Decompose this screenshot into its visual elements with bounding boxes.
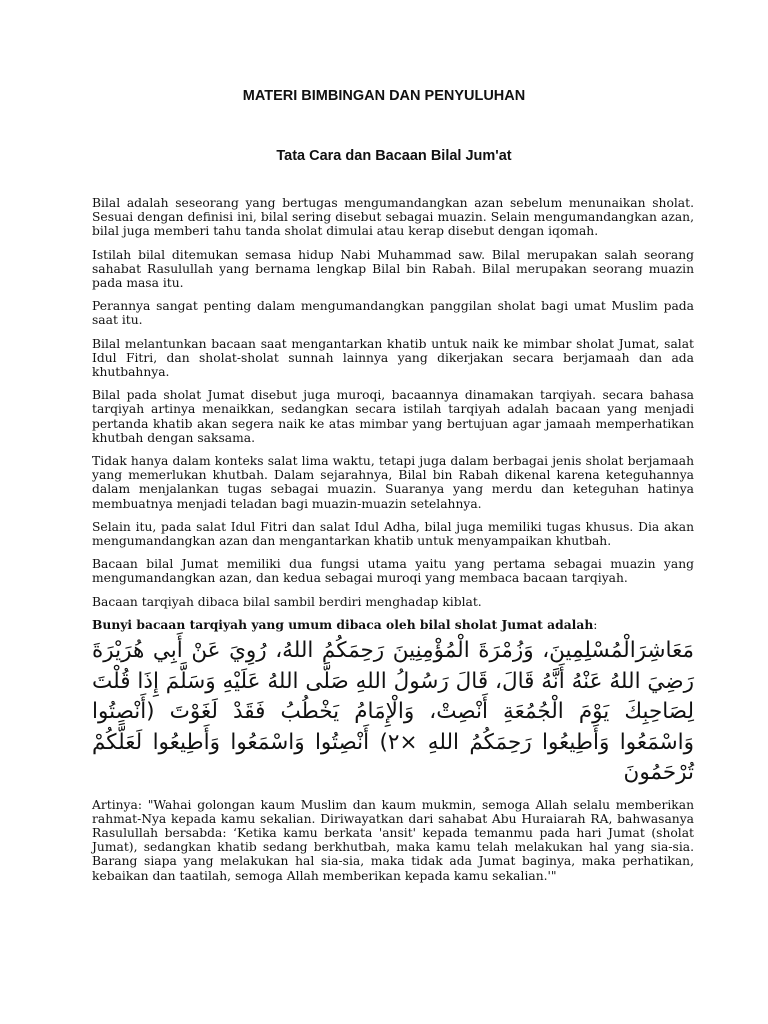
paragraph: Bilal pada sholat Jumat disebut juga muroqi, bacaannya dinamakan tarqiyah. secara bahasa tarqiyah artinya menaikkan, sedangkan secara istilah tarqiyah adalah bacaan yang menjadi pertanda khatib akan segera naik ke atas mimbar yang bertujuan agar jamaah memperhatikan khutbah dengan saksama. (92, 388, 694, 445)
document-title: MATERI BIMBINGAN DAN PENYULUHAN (242, 88, 526, 104)
paragraph: Bacaan tarqiyah dibaca bilal sambil berdiri menghadap kiblat. (92, 594, 482, 609)
arabic-tarqiyah-text: مَعَاشِرَالْمُسْلِمِينَ، وَزُمْرَةَ الْمُؤْمِنِينَ رَحِمَكُمُ اللهُ، رُوِيَ عَنْ أَبِي هُرَيْرَةَ رَضِيَ اللهُ عَنْهُ أَنَّهُ قَالَ، قَالَ رَسُولُ اللهِ صَلَّى اللهُ عَلَيْهِ وَسَلَّمَ إِذَا قُلْتَ لِصَاحِبِكَ يَوْمَ الْجُمُعَةِ أَنْصِتْ، وَالْإِمَامُ يَخْطُبُ فَقَدْ لَغَوْتَ (أَنْصِتُوا وَاسْمَعُوا وَأَطِيعُوا رَحِمَكُمُ اللهِ ×٢) أَنْصِتُوا وَاسْمَعُوا وَأَطِيعُوا لَعَلَّكُمْ تُرْحَمُونَ (92, 638, 694, 786)
paragraph: Bilal melantunkan bacaan saat mengantarkan khatib untuk naik ke mimbar sholat Jumat, salat Idul Fitri, dan sholat-sholat sunnah lainnya yang dikerjakan secara berjamaah dan ada khutbahnya. (92, 336, 694, 380)
paragraph: Tidak hanya dalam konteks salat lima waktu, tetapi juga dalam berbagai jenis sholat berjamaah yang memerlukan khutbah. Dalam sejarahnya, Bilal bin Rabah dikenal karena keteguhannya dalam menjalankan tugas sebagai muazin. Suaranya yang merdu dan keteguhan hatinya membuatnya menjadi teladan bagi muazin-muazin setelahnya. (92, 454, 694, 511)
paragraph: Selain itu, pada salat Idul Fitri dan salat Idul Adha, bilal juga memiliki tugas khusus. Dia akan mengumandangkan azan dan mengantarkan khatib untuk menyampaikan khutbah. (92, 519, 694, 549)
translation-paragraph: Artinya: "Wahai golongan kaum Muslim dan kaum mukmin, semoga Allah selalu memberikan rahmat-Nya kepada kamu sekalian. Diriwayatkan dari sahabat Abu Huraiarah RA, bahwasanya Rasulullah bersabda: ‘Ketika kamu berkata 'ansit' kepada temanmu pada hari Jumat (sholat Jumat), sedangkan khatib sedang berkhutbah, maka kamu telah melakukan hal yang sia-sia. Barang siapa yang melakukan hal sia-sia, maka tidak ada Jumat baginya, maka perhatikan, kebaikan dan taatilah, semoga Allah memberikan kepada kamu sekalian.'" (92, 797, 694, 883)
paragraph: Bilal adalah seseorang yang bertugas mengumandangkan azan sebelum menunaikan sholat. Sesuai dengan definisi ini, bilal sering disebut sebagai muazin. Selain mengumandangkan azan, bilal juga memberi tahu tanda sholat dimulai atau kerap disebut dengan iqomah. (92, 196, 694, 239)
paragraph: Perannya sangat penting dalam mengumandangkan panggilan sholat bagi umat Muslim pada saat itu. (92, 299, 694, 328)
paragraph: Bacaan bilal Jumat memiliki dua fungsi utama yaitu yang pertama sebagai muazin yang mengumandangkan azan, dan kedua sebagai muroqi yang membaca bacaan tarqiyah. (92, 557, 694, 586)
paragraph: Istilah bilal ditemukan semasa hidup Nabi Muhammad saw. Bilal merupakan salah seorang sahabat Rasulullah yang bernama lengkap Bilal bin Rabah. Bilal merupakan seorang muazin pada masa itu. (92, 247, 694, 291)
tarqiyah-lead (92, 618, 694, 632)
document-subtitle: Tata Cara dan Bacaan Bilal Jum'at (276, 148, 512, 164)
document-body (92, 196, 694, 892)
tarqiyah-lead-colon: : (593, 617, 598, 632)
tarqiyah-lead-text: Bunyi bacaan tarqiyah yang umum dibaca oleh bilal sholat Jumat adalah (92, 616, 594, 632)
